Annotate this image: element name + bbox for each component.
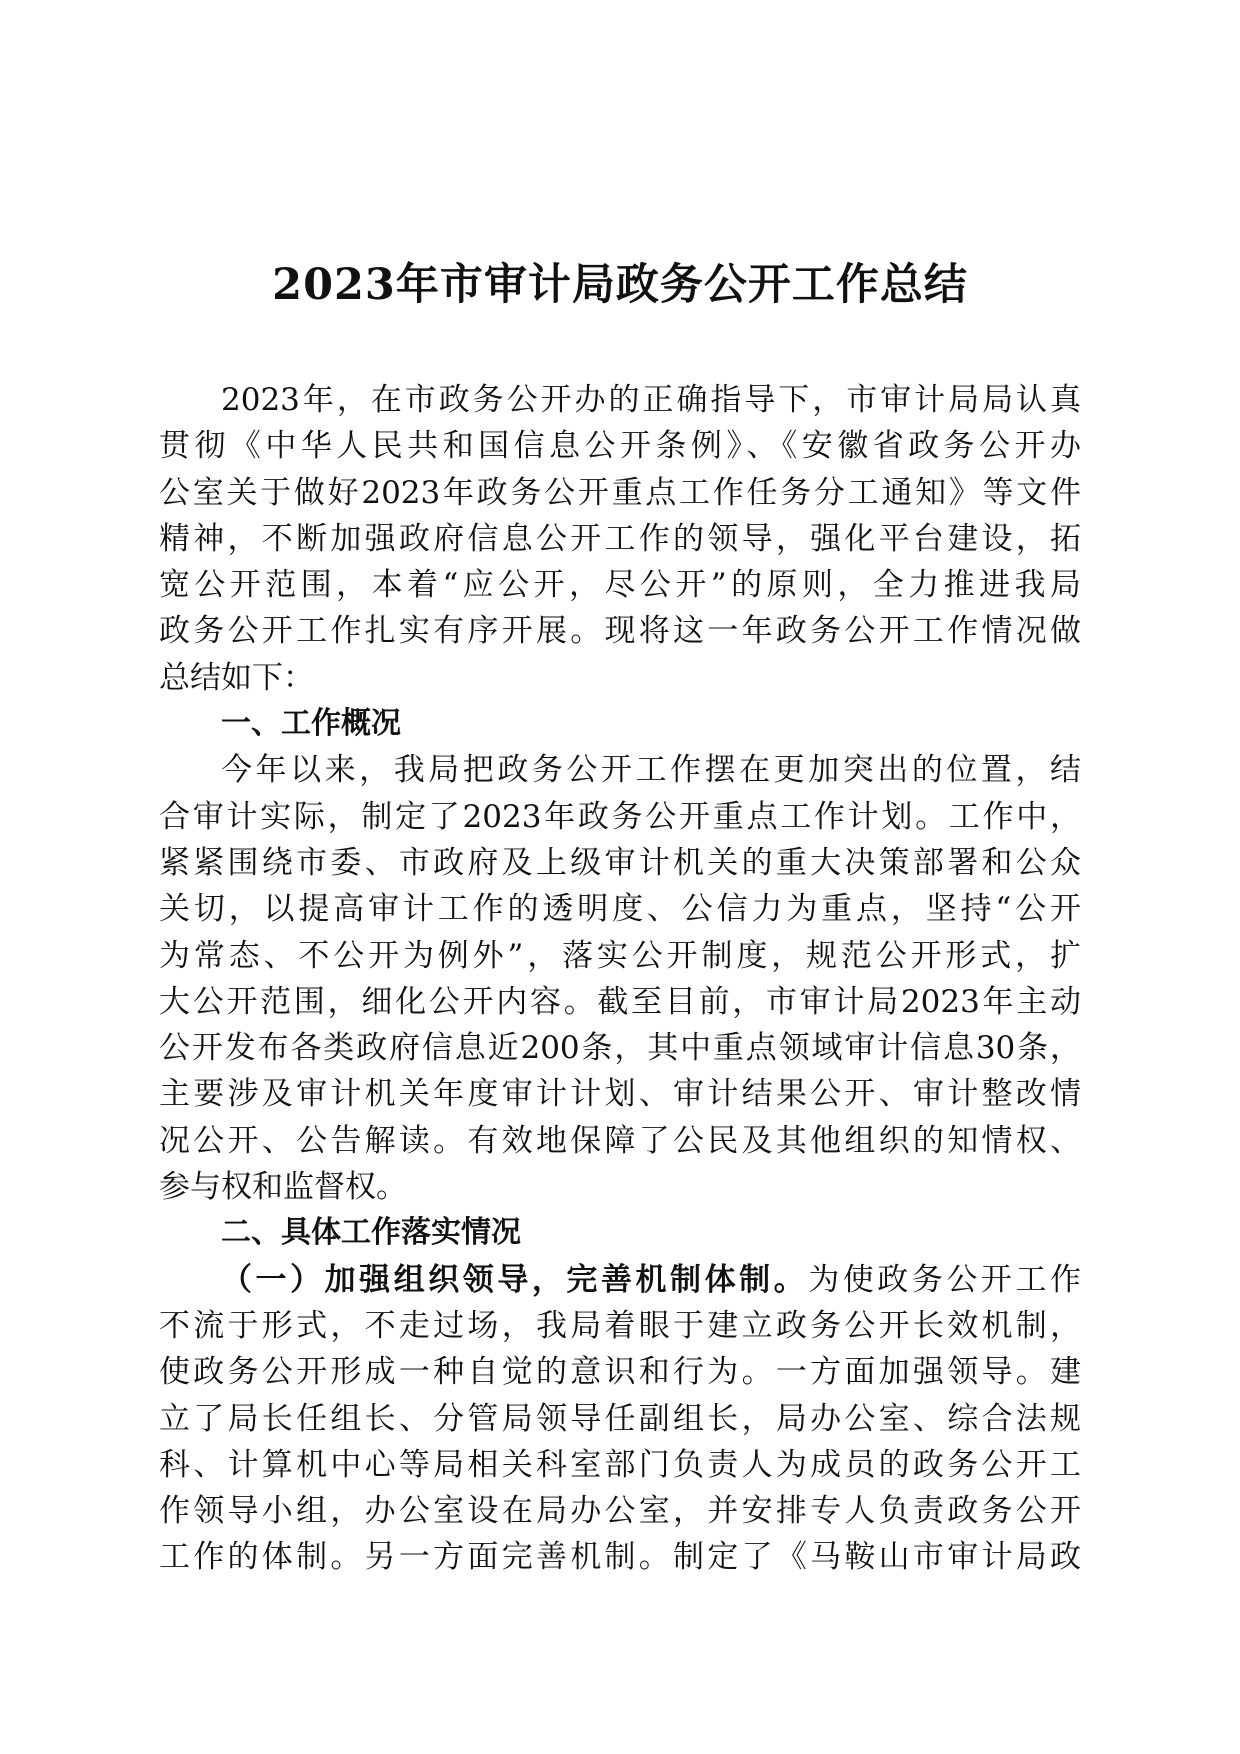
body-line: 公开发布各类政府信息近200条，其中重点领域审计信息30条，	[159, 1030, 1081, 1067]
document-body	[159, 377, 1081, 1581]
body-line	[159, 1257, 1081, 1303]
body-line: 况公开、公告解读。有效地保障了公民及其他组织的知情权、	[159, 1122, 1081, 1159]
section-heading: 二、具体工作落实情况	[221, 1215, 521, 1251]
body-line: 参与权和监督权。	[159, 1169, 407, 1206]
body-line: 作领导小组，办公室设在局办公室，并安排专人负责政务公开	[159, 1493, 1081, 1530]
body-line: 科、计算机中心等局相关科室部门负责人为成员的政务公开工	[159, 1446, 1081, 1483]
body-line: 宽公开范围，本着“应公开，尽公开”的原则，全力推进我局	[159, 567, 1081, 604]
body-line: 使政务公开形成一种自觉的意识和行为。一方面加强领导。建	[159, 1354, 1081, 1391]
body-line: 贯彻《中华人民共和国信息公开条例》、《安徽省政务公开办	[159, 428, 1081, 465]
body-line: 精神，不断加强政府信息公开工作的领导，强化平台建设，拓	[159, 520, 1081, 557]
body-line: 紧紧围绕市委、市政府及上级审计机关的重大决策部署和公众	[159, 844, 1081, 881]
body-line: 立了局长任组长、分管局领导任副组长，局办公室、综合法规	[159, 1400, 1081, 1437]
body-line: 主要涉及审计机关年度审计计划、审计结果公开、审计整改情	[159, 1076, 1081, 1113]
body-line: 今年以来，我局把政务公开工作摆在更加突出的位置，结	[221, 752, 1081, 789]
body-line: 2023年，在市政务公开办的正确指导下，市审计局局认真	[221, 382, 1081, 418]
body-line: 为常态、不公开为例外”，落实公开制度，规范公开形式，扩	[159, 937, 1081, 974]
body-line: 大公开范围，细化公开内容。截至目前，市审计局2023年主动	[159, 983, 1081, 1020]
body-line: 关切，以提高审计工作的透明度、公信力为重点，坚持“公开	[159, 891, 1081, 928]
body-line: 合审计实际，制定了2023年政务公开重点工作计划。工作中，	[159, 798, 1081, 835]
subsection-lead: （一）加强组织领导，完善机制体制。	[221, 1261, 809, 1298]
body-line: 公室关于做好2023年政务公开重点工作任务分工通知》等文件	[159, 474, 1081, 511]
body-line: 政务公开工作扎实有序开展。现将这一年政务公开工作情况做	[159, 613, 1081, 650]
body-line: 不流于形式，不走过场，我局着眼于建立政务公开长效机制，	[159, 1307, 1081, 1344]
section-heading: 一、工作概况	[221, 706, 401, 742]
body-line: 总结如下：	[159, 659, 314, 696]
body-text: 为使政务公开工作	[808, 1261, 1082, 1298]
body-line: 工作的体制。另一方面完善机制。制定了《马鞍山市审计局政	[159, 1539, 1081, 1576]
document-title: 2023年市审计局政务公开工作总结	[272, 260, 968, 310]
